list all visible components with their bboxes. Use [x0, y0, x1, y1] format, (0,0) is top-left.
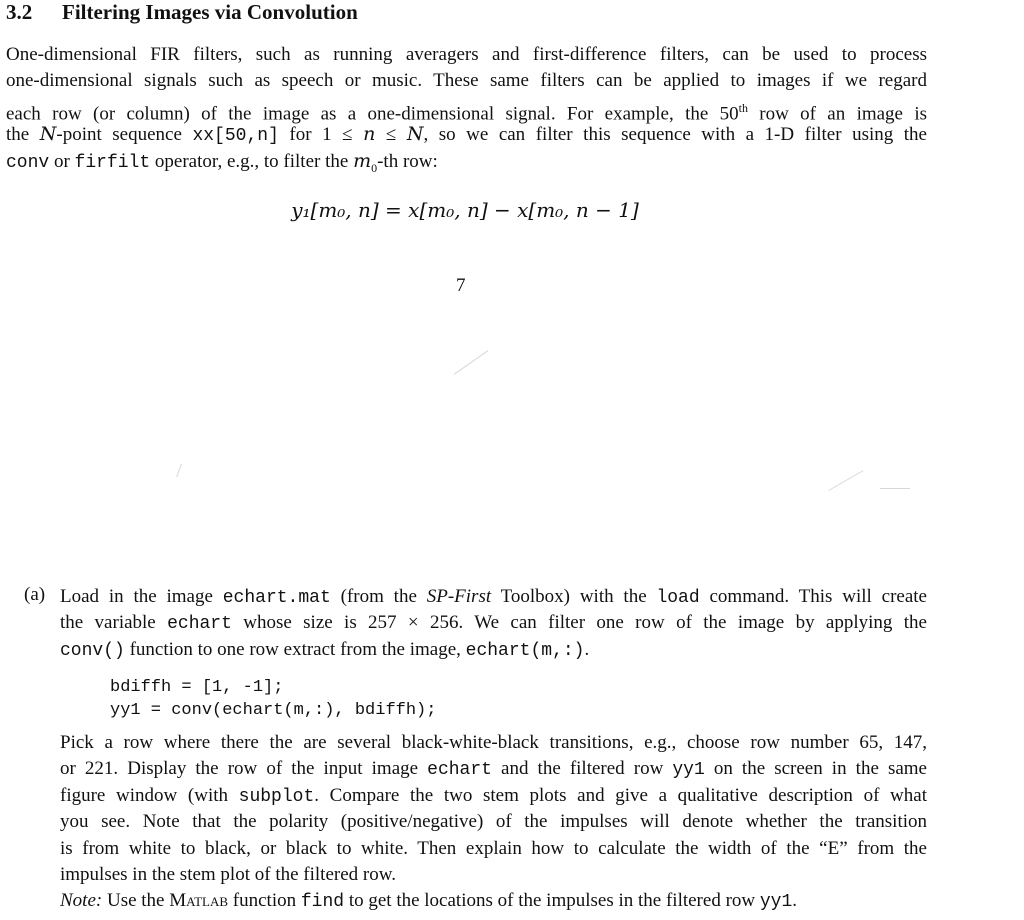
intro-line-4: the N-point sequence xx[50,n] for 1 ≤ n ≤ N, so we can filter this sequence with a 1-D filter using the — [6, 123, 927, 147]
difference-equation: y₁[m₀, n] = x[m₀, n] − x[m₀, n − 1] — [291, 198, 639, 222]
instr-line-4: you see. Note that the polarity (positive/negative) of the impulses will denote whether the transition — [60, 811, 927, 833]
part-a-line-1: Load in the image echart.mat (from the SP-First Toolbox) with the load command. This will create — [60, 586, 927, 608]
section-heading — [6, 0, 358, 25]
instr-line-5: is from white to black, or black to white. Then explain how to calculate the width of the “E” from the — [60, 837, 927, 859]
code-line: yy1 = conv(echart(m,:), bdiffh); — [110, 701, 437, 720]
intro-line-2: one-dimensional signals such as speech or music. These same filters can be applied to images if we regard — [6, 70, 927, 92]
section-title: Filtering Images via Convolution — [62, 0, 358, 24]
instr-line-2: or 221. Display the row of the input image echart and the filtered row yy1 on the screen in the same — [60, 758, 927, 781]
part-a-intro — [60, 584, 927, 663]
code-block — [110, 676, 436, 722]
scan-artifact — [828, 470, 863, 491]
instr-line-6: impulses in the stem plot of the filtered row. — [60, 863, 396, 885]
part-a-instructions — [60, 730, 927, 915]
part-a-line-3: conv() function to one row extract from the image, echart(m,:). — [60, 638, 590, 661]
scan-artifact — [176, 464, 182, 477]
note-line: Note: Use the Matlab function find to get the locations of the impulses in the filtered row yy1. — [60, 890, 798, 913]
instr-line-1: Pick a row where there the are several black-white-black transitions, e.g., choose row number 65, 147, — [60, 732, 927, 753]
scan-artifact — [454, 350, 489, 375]
instr-line-3: figure window (with subplot. Compare the two stem plots and give a qualitative description of what — [60, 784, 927, 807]
intro-paragraph — [6, 42, 927, 174]
scan-artifact — [880, 488, 910, 489]
intro-line-1: One-dimensional FIR filters, such as running averagers and first-difference filters, can be used to process — [6, 44, 927, 65]
intro-line-3: each row (or column) of the image as a one-dimensional signal. For example, the 50th row of an image is — [6, 100, 927, 125]
code-line: bdiffh = [1, -1]; — [110, 678, 284, 697]
intro-line-5: conv or firfilt operator, e.g., to filter the $m_0-th$ row: — [6, 149, 438, 175]
page-number: 7 — [456, 275, 466, 296]
item-label-a: (a) — [24, 584, 46, 605]
part-a-line-2: the variable echart whose size is 257 × 256. We can filter one row of the image by applying the — [60, 612, 927, 635]
section-number: 3.2 — [6, 0, 33, 24]
